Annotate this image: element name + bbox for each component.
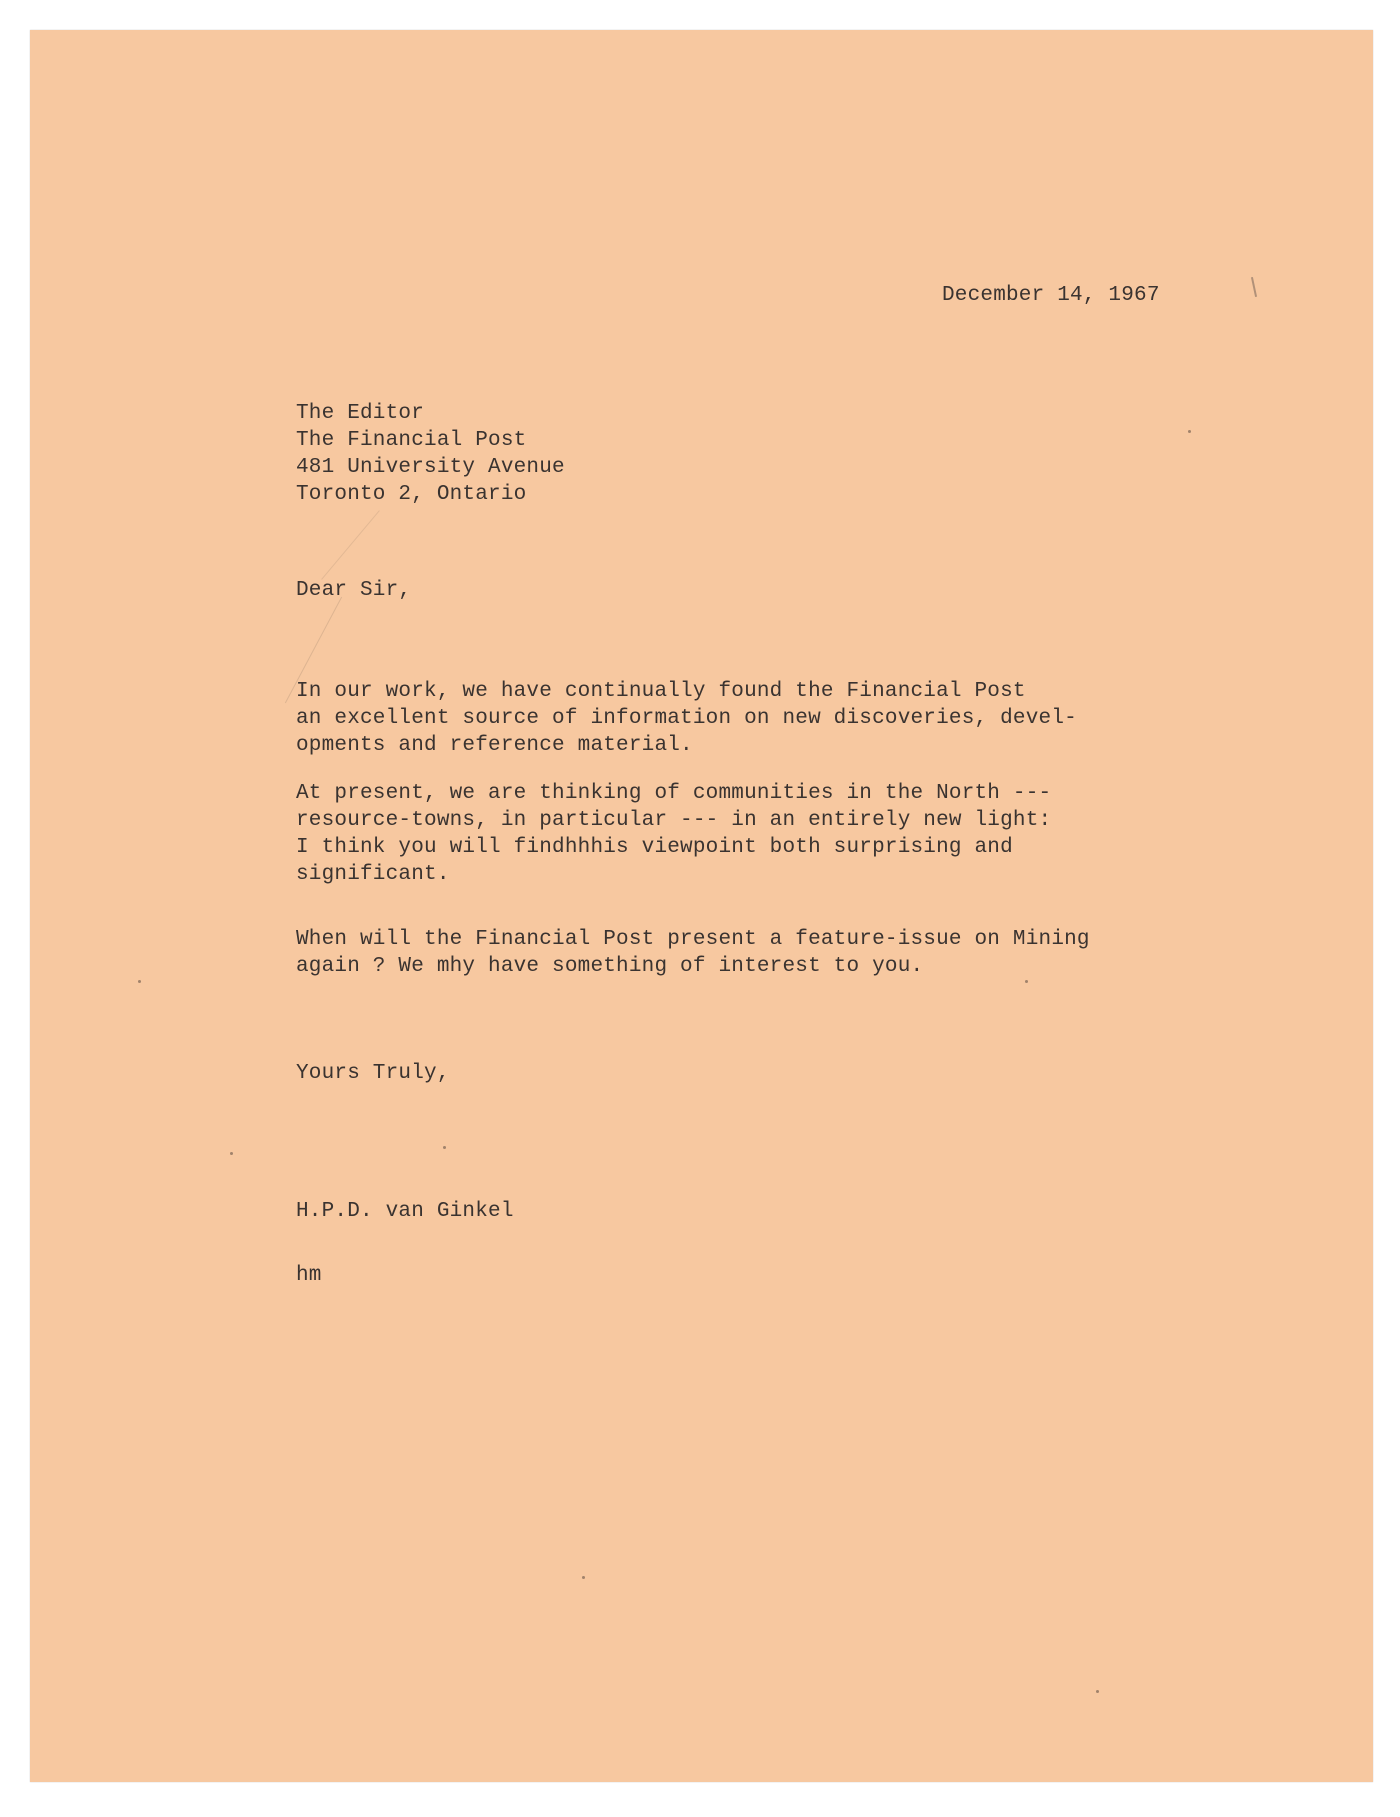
closing: Yours Truly,	[296, 1062, 450, 1085]
recipient-line: 481 University Avenue	[296, 456, 565, 479]
paper-scratch	[321, 510, 380, 580]
recipient-line: Toronto 2, Ontario	[296, 483, 527, 506]
paragraph-line: opments and reference material.	[296, 734, 693, 757]
salutation: Dear Sir,	[296, 579, 412, 602]
paragraph-line: an excellent source of information on new discoveries, devel-	[296, 707, 1077, 730]
paper-speck	[1025, 980, 1028, 983]
paper-speck	[1096, 1690, 1099, 1693]
paragraph-line: In our work, we have continually found the Financial Post	[296, 680, 1026, 703]
paragraph-line: resource-towns, in particular --- in an entirely new light:	[296, 809, 1052, 832]
recipient-address	[296, 400, 565, 508]
paper-speck	[138, 980, 141, 983]
paragraph-line: When will the Financial Post present a feature-issue on Mining	[296, 928, 1090, 951]
recipient-line: The Editor	[296, 402, 425, 425]
paragraph-line: At present, we are thinking of communities in the North ---	[296, 782, 1052, 805]
body-paragraph-1	[296, 678, 1077, 759]
recipient-line: The Financial Post	[296, 429, 527, 452]
typist-initials: hm	[296, 1264, 322, 1287]
signer-name: H.P.D. van Ginkel	[296, 1200, 514, 1223]
paragraph-line: significant.	[296, 863, 450, 886]
paragraph-line: again ? We mhy have something of interest to you.	[296, 955, 924, 978]
letter-date: December 14, 1967	[942, 284, 1160, 307]
body-paragraph-2	[296, 780, 1051, 888]
letter-sheet	[30, 30, 1373, 1782]
paper-speck	[582, 1576, 585, 1579]
paper-scratch	[1251, 277, 1257, 297]
paragraph-line: I think you will findhhhis viewpoint both surprising and	[296, 836, 1013, 859]
body-paragraph-3	[296, 926, 1090, 980]
paper-speck	[1188, 430, 1191, 433]
paper-speck	[443, 1146, 446, 1149]
paper-speck	[230, 1152, 233, 1155]
